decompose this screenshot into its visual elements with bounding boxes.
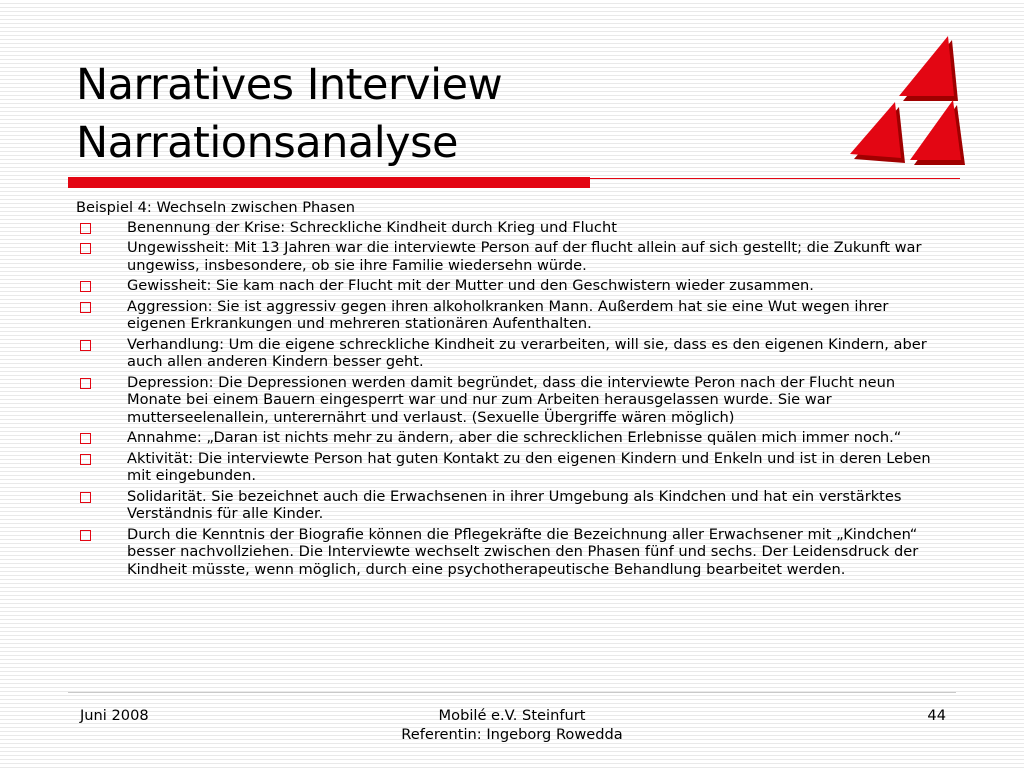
bullet-list	[76, 219, 946, 579]
list-item-text: Benennung der Krise: Schreckliche Kindheit durch Krieg und Flucht	[127, 218, 617, 236]
footer-org-line-1: Mobilé e.V. Steinfurt	[438, 707, 586, 724]
square-bullet-icon	[80, 433, 91, 444]
logo-triangle-left	[850, 102, 905, 163]
list-item	[76, 239, 946, 274]
footer-divider	[68, 692, 956, 693]
footer-organization	[312, 706, 712, 744]
footer-date: Juni 2008	[80, 707, 149, 724]
list-item-text: Solidarität. Sie bezeichnet auch die Erwachsenen in ihrer Umgebung als Kindchen und hat ein verstärktes Verständnis für alle Kinder.	[127, 487, 902, 522]
square-bullet-icon	[80, 281, 91, 292]
title-line-2: Narrationsanalyse	[76, 118, 458, 168]
slide-subtitle: Beispiel 4: Wechseln zwischen Phasen	[76, 199, 356, 216]
logo-triangle-top	[899, 36, 958, 101]
list-item-text: Durch die Kenntnis der Biografie können die Pflegekräfte die Bezeichnung aller Erwachsener mit „Kindchen“ besser nachvollziehen. Die Interviewte wechselt zwischen den Phasen fünf und sechs. Der Leidensdruck der Kindheit müsste, wenn möglich, durch eine psychotherapeutische Behandlung bearbeitet werden.	[127, 525, 919, 578]
list-item	[76, 526, 946, 579]
square-bullet-icon	[80, 340, 91, 351]
list-item	[76, 374, 946, 427]
title-underline-thin	[590, 178, 960, 179]
list-item-text: Gewissheit: Sie kam nach der Flucht mit der Mutter und den Geschwistern wieder zusammen.	[127, 277, 814, 294]
list-item	[76, 219, 946, 237]
square-bullet-icon	[80, 530, 91, 541]
list-item-text: Depression: Die Depressionen werden damit begründet, dass die interviewte Peron nach der Flucht neun Monate bei einem Bauern eingesperrt war und nur zum Arbeiten herausgelassen wurde. Sie war mutterseelenallein, unterernährt und verlaust. (Sexuelle Übergriffe wären möglich)	[127, 373, 896, 426]
page-number: 44	[927, 707, 946, 724]
square-bullet-icon	[80, 454, 91, 465]
square-bullet-icon	[80, 243, 91, 254]
list-item-text: Aktivität: Die interviewte Person hat guten Kontakt zu den eigenen Kindern und Enkeln und ist in deren Leben mit eingebunden.	[127, 449, 931, 484]
list-item	[76, 277, 946, 295]
square-bullet-icon	[80, 492, 91, 503]
list-item-text: Annahme: „Daran ist nichts mehr zu ändern, aber die schrecklichen Erlebnisse quälen mich immer noch.“	[127, 429, 902, 446]
list-item-text: Aggression: Sie ist aggressiv gegen ihren alkoholkranken Mann. Außerdem hat sie eine Wut wegen ihrer eigenen Erkrankungen und mehreren stationären Aufenthalten.	[127, 297, 889, 332]
slide-title	[76, 56, 796, 172]
title-underline-thick	[68, 177, 590, 188]
list-item	[76, 429, 946, 447]
square-bullet-icon	[80, 223, 91, 234]
red-triangles-logo-icon	[846, 34, 968, 168]
square-bullet-icon	[80, 378, 91, 389]
list-item	[76, 298, 946, 333]
list-item-text: Ungewissheit: Mit 13 Jahren war die interviewte Person auf der flucht allein auf sich gestellt; die Zukunft war ungewiss, insbesondere, ob sie ihre Familie wiedersehn würde.	[127, 239, 922, 274]
list-item-text: Verhandlung: Um die eigene schreckliche Kindheit zu verarbeiten, will sie, dass es den eigenen Kindern, aber auch allen anderen Kindern besser geht.	[127, 335, 927, 370]
square-bullet-icon	[80, 302, 91, 313]
logo-graphic	[846, 34, 968, 168]
logo-triangle-right	[910, 100, 965, 165]
title-line-1: Narratives Interview	[76, 60, 503, 110]
slide-body	[76, 199, 946, 581]
footer-org-line-2: Referentin: Ingeborg Rowedda	[401, 726, 623, 743]
list-item	[76, 450, 946, 485]
list-item	[76, 488, 946, 523]
list-item	[76, 336, 946, 371]
